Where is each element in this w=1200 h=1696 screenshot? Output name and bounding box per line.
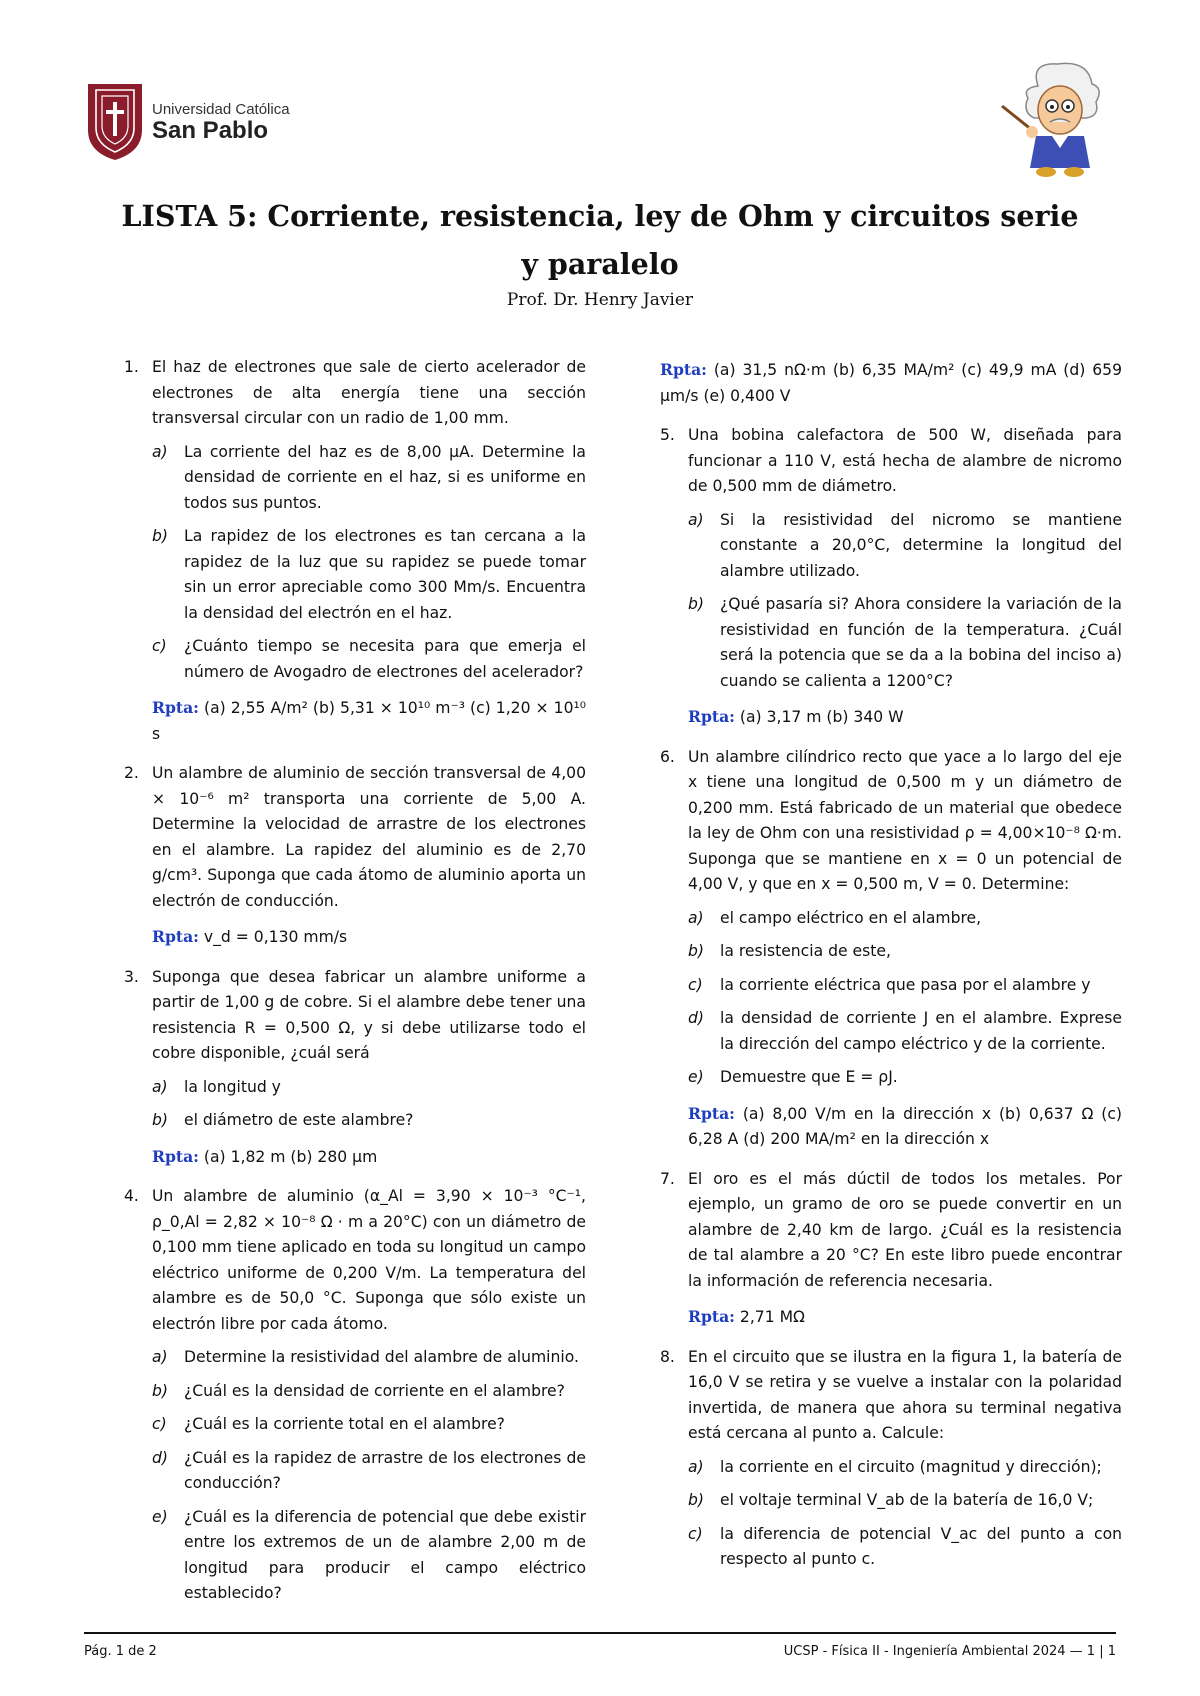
answer: Rpta: 2,71 MΩ <box>688 1307 805 1326</box>
ucsp-shield-icon <box>84 82 294 162</box>
question-4-answer <box>660 357 1122 409</box>
answer: Rpta: (a) 3,17 m (b) 340 W <box>688 707 904 726</box>
page-number: Pág. 1 de 2 <box>84 1644 157 1659</box>
course-info: UCSP - Física II - Ingeniería Ambiental 2024 — 1 | 1 <box>783 1644 1116 1659</box>
answer: Rpta: (a) 1,82 m (b) 280 μm <box>152 1146 378 1166</box>
sub-item-d: d) ¿Cuál es la rapidez de arrastre de los electrones de conducción? <box>152 1448 586 1492</box>
sub-item-b: b) La rapidez de los electrones es tan cercana a la rapidez de la luz que su rapidez se puede tomar sin un error apreciable como 300 Mm/s. Encuentra la densidad del electrón en el haz. <box>152 527 586 622</box>
question-text: Una bobina calefactora de 500 W, diseñada para funcionar a 110 V, está hecha de alambre de nicromo de 0,500 mm de diámetro. <box>688 426 1122 495</box>
left-column <box>124 355 586 1621</box>
sub-item-e: e) Demuestre que E = ρJ. <box>688 1068 898 1086</box>
question-text: Un alambre cilíndrico recto que yace a lo largo del eje x tiene una longitud de 0,500 m y un diámetro de 0,200 mm. Está fabricado de un material que obedece la ley de Ohm con una resistividad ρ = 4,00×10⁻⁸ Ω·m. Suponga que se mantiene en x = 0 un potencial de 4,00 V, y que en x = 0,500 m, V = 0. Determine: <box>688 747 1122 893</box>
question-3 <box>124 965 586 1171</box>
answer: Rpta: (a) 31,5 nΩ·m (b) 6,35 MA/m² (c) 49,9 mA (d) 659 μm/s (e) 0,400 V <box>660 360 1122 405</box>
question-7 <box>660 1167 1122 1331</box>
sub-item-a: a) el campo eléctrico en el alambre, <box>688 908 982 927</box>
sub-item-a: a) La corriente del haz es de 8,00 μA. Determine la densidad de corriente en el haz, si es uniforme en todos sus puntos. <box>152 442 586 512</box>
answer: Rpta: v_d = 0,130 mm/s <box>152 927 348 946</box>
sub-item-b: b) el voltaje terminal V_ab de la batería de 16,0 V; <box>688 1491 1094 1509</box>
question-text: Un alambre de aluminio de sección transversal de 4,00 × 10⁻⁶ m² transporta una corriente de 5,00 A. Determine la velocidad de arrastre de los electrones en el alambre. La rapidez del aluminio es de 2,70 g/cm³. Suponga que cada átomo de aluminio aporta un electrón de conducción. <box>152 764 586 910</box>
question-number: 4. <box>124 1187 139 1205</box>
question-5 <box>660 423 1122 731</box>
sub-item-c: c) ¿Cuál es la corriente total en el alambre? <box>152 1415 505 1433</box>
sub-item-a: a) la longitud y <box>152 1077 281 1096</box>
question-number: 3. <box>124 967 139 986</box>
question-text: El oro es el más dúctil de todos los metales. Por ejemplo, un gramo de oro se puede convertir en un alambre de 2,40 km de largo. ¿Cuál es la resistencia de tal alambre a 20 °C? En este libro puede encontrar la información de referencia necesaria. <box>688 1169 1122 1290</box>
question-number: 5. <box>660 426 675 444</box>
question-8 <box>660 1345 1122 1573</box>
question-number: 1. <box>124 358 139 376</box>
question-4 <box>124 1184 586 1607</box>
right-column <box>660 357 1122 1587</box>
sub-item-d: d) la densidad de corriente J en el alambre. Exprese la dirección del campo eléctrico y de la corriente. <box>688 1009 1122 1053</box>
question-text: El haz de electrones que sale de cierto acelerador de electrones de alta energía tiene una sección transversal circular con un radio de 1,00 mm. <box>152 358 586 427</box>
question-6 <box>660 745 1122 1153</box>
answer: Rpta: (a) 8,00 V/m en la dirección x (b) 0,637 Ω (c) 6,28 A (d) 200 MA/m² en la dirección x <box>688 1103 1122 1148</box>
author: Prof. Dr. Henry Javier <box>506 290 694 310</box>
answer: Rpta: (a) 2,55 A/m² (b) 5,31 × 10¹⁰ m⁻³ (c) 1,20 × 10¹⁰ s <box>152 698 586 743</box>
svg-text:San Pablo: San Pablo <box>152 117 269 144</box>
professor-mascot-icon <box>1000 58 1118 178</box>
sub-item-a: a) Si la resistividad del nicromo se mantiene constante a 20,0°C, determine la longitud del alambre utilizado. <box>688 510 1122 580</box>
sub-item-b: b) ¿Cuál es la densidad de corriente en el alambre? <box>152 1381 565 1400</box>
sub-item-c: c) ¿Cuánto tiempo se necesita para que emerja el número de Avogadro de electrones del acelerador? <box>152 637 586 681</box>
sub-item-c: c) la diferencia de potencial V_ac del punto a con respecto al punto c. <box>688 1524 1122 1568</box>
sub-item-a: a) Determine la resistividad del alambre de aluminio. <box>152 1348 579 1366</box>
question-text: En el circuito que se ilustra en la figura 1, la batería de 16,0 V se retira y se vuelve a instalar con la polaridad invertida, de manera que ahora su terminal negativa está cercana al punto a. Calcule: <box>688 1347 1122 1442</box>
sub-item-a: a) la corriente en el circuito (magnitud y dirección); <box>688 1457 1102 1476</box>
sub-item-b: b) el diámetro de este alambre? <box>152 1111 414 1129</box>
question-text: Suponga que desea fabricar un alambre uniforme a partir de 1,00 g de cobre. Si el alambre debe tener una resistencia R = 0,500 Ω, y si debe utilizarse todo el cobre disponible, ¿cuál será <box>152 967 586 1062</box>
question-number: 7. <box>660 1169 675 1188</box>
question-text: Un alambre de aluminio (α_Al = 3,90 × 10⁻³ °C⁻¹, ρ_0,Al = 2,82 × 10⁻⁸ Ω · m a 20°C) con un diámetro de 0,100 mm tiene aplicado en toda su longitud un campo eléctrico uniforme de 0,200 V/m. La temperatura del alambre es de 50,0 °C. Suponga que sólo existe un electrón libre por cada átomo. <box>152 1187 586 1333</box>
sub-item-b: b) la resistencia de este, <box>688 942 891 960</box>
sub-item-c: c) la corriente eléctrica que pasa por el alambre y <box>688 975 1091 994</box>
question-number: 2. <box>124 764 139 782</box>
question-2 <box>124 761 586 951</box>
question-number: 8. <box>660 1347 675 1366</box>
footer-divider <box>84 1632 1116 1634</box>
svg-text:Universidad Católica: Universidad Católica <box>152 101 290 118</box>
sub-item-e: e) ¿Cuál es la diferencia de potencial que debe existir entre los extremos de un de alambre 2,00 m de longitud para producir el campo eléctrico establecido? <box>152 1507 586 1602</box>
university-logo <box>84 82 294 162</box>
question-number: 6. <box>660 747 675 766</box>
question-1 <box>124 355 586 747</box>
sub-item-b: b) ¿Qué pasaría si? Ahora considere la variación de la resistividad en función de la temperatura. ¿Cuál será la potencia que se da a la bobina del inciso a) cuando se calienta a 1200°C? <box>688 595 1122 690</box>
page-title: LISTA 5: Corriente, resistencia, ley de Ohm y circuitos serie y paralelo <box>121 199 1079 281</box>
